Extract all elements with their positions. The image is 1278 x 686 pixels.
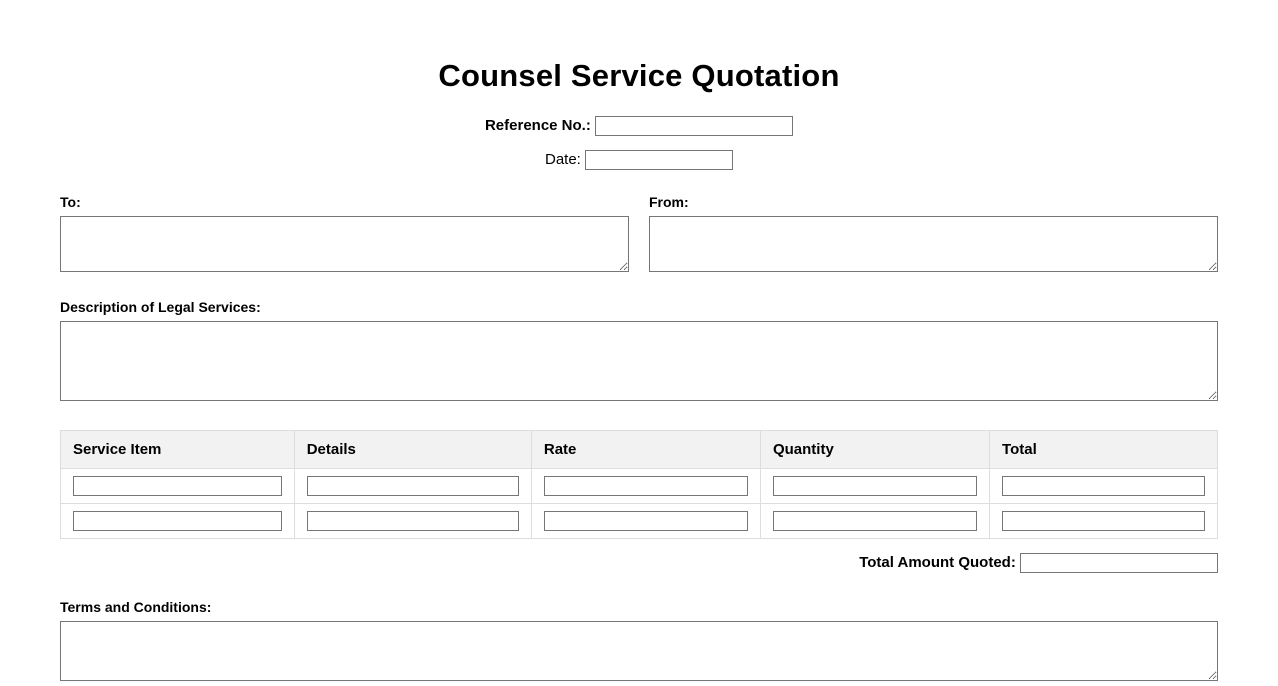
to-label: To: xyxy=(60,194,81,210)
description-label: Description of Legal Services: xyxy=(60,299,261,315)
cell-total xyxy=(990,469,1218,504)
column-header-service-item: Service Item xyxy=(61,431,295,469)
column-header-details: Details xyxy=(294,431,531,469)
cell-rate xyxy=(531,469,760,504)
total-input-row-2[interactable] xyxy=(1002,511,1205,531)
date-row xyxy=(60,150,1218,170)
rate-input-row-1[interactable] xyxy=(544,476,748,496)
cell-quantity xyxy=(760,504,989,539)
reference-number-label: Reference No.: xyxy=(484,116,591,134)
total-amount-input[interactable] xyxy=(1020,553,1218,573)
details-input-row-1[interactable] xyxy=(307,476,519,496)
date-label: Date: xyxy=(544,150,581,168)
to-textarea[interactable] xyxy=(60,216,629,272)
cell-total xyxy=(990,504,1218,539)
service-item-input-row-2[interactable] xyxy=(73,511,282,531)
from-textarea[interactable] xyxy=(649,216,1218,272)
quantity-input-row-2[interactable] xyxy=(773,511,977,531)
date-input[interactable] xyxy=(585,150,733,170)
reference-number-input[interactable] xyxy=(595,116,793,136)
terms-textarea[interactable] xyxy=(60,621,1218,681)
table-row xyxy=(61,469,1218,504)
terms-field-group xyxy=(60,599,1218,686)
table-row xyxy=(61,504,1218,539)
cell-details xyxy=(294,469,531,504)
details-input-row-2[interactable] xyxy=(307,511,519,531)
quantity-input-row-1[interactable] xyxy=(773,476,977,496)
from-field-group xyxy=(649,194,1218,277)
column-header-rate: Rate xyxy=(531,431,760,469)
total-amount-row xyxy=(60,553,1218,573)
from-label: From: xyxy=(649,194,689,210)
description-textarea[interactable] xyxy=(60,321,1218,401)
cell-service-item xyxy=(61,469,295,504)
service-items-table xyxy=(60,430,1218,539)
terms-label: Terms and Conditions: xyxy=(60,599,212,615)
description-field-group xyxy=(60,299,1218,406)
cell-service-item xyxy=(61,504,295,539)
parties-section xyxy=(60,194,1218,277)
table-header-row xyxy=(61,431,1218,469)
total-amount-label: Total Amount Quoted: xyxy=(859,553,1016,571)
cell-rate xyxy=(531,504,760,539)
cell-details xyxy=(294,504,531,539)
column-header-quantity: Quantity xyxy=(760,431,989,469)
column-header-total: Total xyxy=(990,431,1218,469)
cell-quantity xyxy=(760,469,989,504)
page-title: Counsel Service Quotation xyxy=(438,58,840,93)
total-input-row-1[interactable] xyxy=(1002,476,1205,496)
reference-number-row xyxy=(60,116,1218,136)
to-field-group xyxy=(60,194,629,277)
service-item-input-row-1[interactable] xyxy=(73,476,282,496)
rate-input-row-2[interactable] xyxy=(544,511,748,531)
